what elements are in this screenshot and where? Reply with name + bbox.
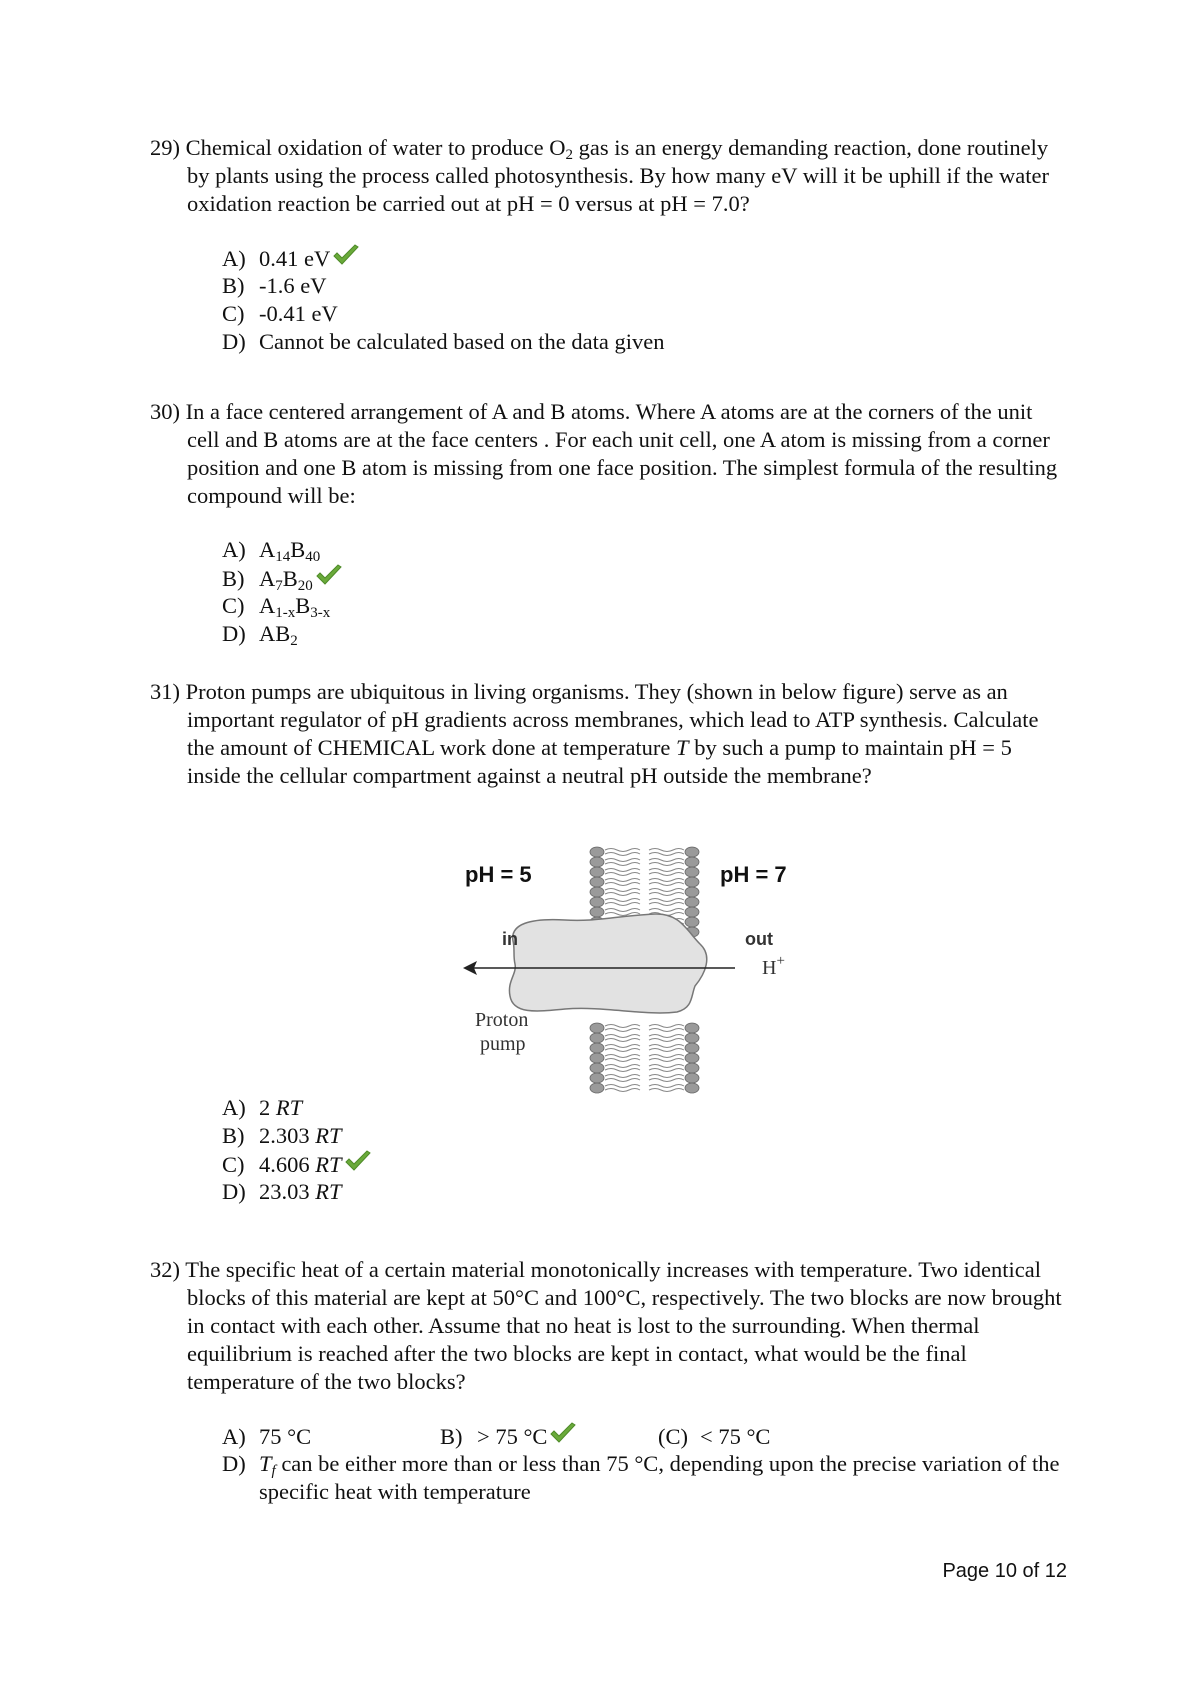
lipid-tail [649,1079,684,1082]
left-ph-label: pH = 5 [465,862,532,887]
lipid-tail [605,883,640,886]
lipid-head [685,857,699,867]
question-29 [150,134,1070,356]
option-b[interactable]: B) $A_7B_{20}$ [222,564,1070,592]
question-31-options [150,1094,1070,1206]
question-number: 30) [150,399,180,424]
lipid-head [590,847,604,857]
lipid-tail [649,1039,684,1042]
option-b[interactable]: B) > 75 °C [440,1422,658,1451]
lipid-head [685,867,699,877]
question-32-stem: 32) The specific heat of a certain material monotonically increases with temperature. Two identical blocks of this material are kept at 50°C and 100°C, respectively. The two blocks are now brought in contact with each other. Assume that no heat is lost to the surrounding. When thermal equilibrium is reached after the two blocks are kept in contact, what would be the final temperature of the two blocks? [150,1257,1062,1394]
question-30 [150,398,1070,648]
lipid-head [590,907,604,917]
lipid-tail [605,879,640,882]
option-b[interactable]: B) 2.303 RT [222,1123,342,1148]
out-label: out [745,929,773,949]
options-row [222,1422,1070,1450]
ion-label: H+ [762,953,785,979]
lipid-head [685,917,699,927]
correct-check-icon [344,1150,372,1172]
lipid-tail [605,849,640,852]
lipid-head [685,1023,699,1033]
options-list [150,244,1070,356]
lipid-tail [605,1069,640,1072]
lipid-tail [649,1055,684,1058]
correct-check-icon [549,1422,577,1444]
question-number: 29) [150,135,180,160]
lipid-tail [605,1025,640,1028]
lipid-head [590,1063,604,1073]
lipid-head [685,1033,699,1043]
lipid-tail [649,1065,684,1068]
lipid-tail [649,1069,684,1072]
option-d[interactable]: D) Cannot be calculated based on the data given [222,329,665,354]
option-a[interactable]: A) 75 °C [222,1424,312,1449]
lipid-head [590,1033,604,1043]
question-number: 31) [150,679,180,704]
lipid-head [590,897,604,907]
option-a[interactable]: A) 2 RT [222,1095,303,1120]
lipid-tail [649,873,684,876]
lipid-tail [605,1085,640,1088]
lipid-tail [649,1075,684,1078]
lipid-tail [605,863,640,866]
option-c[interactable]: (C) < 75 °C [658,1424,771,1449]
question-31 [150,678,1070,790]
lipid-tail [605,1039,640,1042]
lipid-tail [649,863,684,866]
lipid-head [590,1043,604,1053]
lipid-head [590,1053,604,1063]
lipid-head [590,887,604,897]
question-31-stem: 31) Proton pumps are ubiquitous in living organisms. They (shown in below figure) serve as an important regulator of pH gradients across membranes, which lead to ATP synthesis. Calculate the amount of CHEMICAL work done at temperature T by such a pump to maintain pH = 5 inside the cellular compartment against a neutral pH outside the membrane? [150,679,1039,788]
option-a[interactable]: A) $A_{14}B_{40}$ [222,537,321,565]
lipid-head [685,1063,699,1073]
lipid-head [685,1073,699,1083]
lipid-tail [605,1045,640,1048]
option-c[interactable]: C) -0.41 eV [222,301,338,326]
option-d[interactable]: D) 23.03 RT [222,1179,342,1204]
in-label: in [502,929,518,949]
correct-check-icon [315,564,343,586]
lipid-tail [649,893,684,896]
option-a[interactable]: A) 0.41 eV [222,244,1070,272]
lipid-tail [605,1089,640,1092]
lipid-head [590,857,604,867]
lipid-tail [605,1049,640,1052]
pump-label-line1: Proton [475,1009,529,1031]
lipid-tail [605,869,640,872]
option-c[interactable]: C) $A_{1-x}B_{3-x}$ [222,593,331,621]
lipid-tail [649,1059,684,1062]
lipid-tail [649,883,684,886]
proton-pump-shape [509,914,706,1013]
options-list [150,1094,1070,1206]
options-list [150,536,1070,648]
lipid-tail [605,1075,640,1078]
options-list [150,1422,1070,1506]
lipid-tail [605,909,640,912]
lipid-tail [605,853,640,856]
question-number: 32) [150,1257,180,1282]
pump-label-line2: pump [480,1033,526,1055]
lipid-tail [605,1029,640,1032]
option-c[interactable]: C) 4.606 RT [222,1150,1070,1178]
lipid-tail [605,1035,640,1038]
lipid-tail [649,1085,684,1088]
lipid-tail [649,853,684,856]
lipid-head [590,867,604,877]
lipid-tail [605,1059,640,1062]
lipid-head [685,847,699,857]
lipid-tail [649,899,684,902]
lipid-head [685,877,699,887]
lipid-tail [649,1089,684,1092]
lipid-tail [649,903,684,906]
proton-pump-figure [455,846,815,1096]
lipid-tail [605,899,640,902]
question-32 [150,1256,1070,1506]
lipid-tail [605,873,640,876]
lipid-head [590,1023,604,1033]
lipid-tail [605,903,640,906]
question-30-stem: 30) In a face centered arrangement of A and B atoms. Where A atoms are at the corners of the unit cell and B atoms are at the face centers . For each unit cell, one A atom is missing from a corner position and one B atom is missing from one face position. The simplest formula of the resulting compound will be: [150,399,1058,508]
option-d[interactable]: D) $T_f$ can be either more than or less than 75 °C, depending upon the precise variation of the specific heat with temperature [222,1451,1060,1504]
lipid-head [685,1083,699,1093]
lipid-tail [605,1065,640,1068]
proton-pump-diagram [455,846,815,1096]
option-b[interactable]: B) -1.6 eV [222,273,327,298]
right-ph-label: pH = 7 [720,862,787,887]
lipid-tail [649,859,684,862]
lipid-head [685,897,699,907]
lipid-tail [605,1079,640,1082]
lipid-head [590,877,604,887]
correct-check-icon [332,244,360,266]
lipid-tail [649,1025,684,1028]
lipid-tail [649,869,684,872]
lipid-tail [605,893,640,896]
page-number: Page 10 of 12 [942,1560,1067,1582]
lipid-tail [605,859,640,862]
lipid-tail [649,1029,684,1032]
lipid-tail [649,1035,684,1038]
lipid-tail [649,909,684,912]
lipid-head [590,1083,604,1093]
lipid-head [685,907,699,917]
lipid-head [685,1043,699,1053]
lipid-head [590,1073,604,1083]
option-d[interactable]: D) $AB_2$ [222,621,298,649]
lipid-tail [649,1049,684,1052]
lipid-tail [649,849,684,852]
lipid-tail [649,889,684,892]
lipid-tail [649,879,684,882]
lipid-tail [605,1055,640,1058]
lipid-head [685,1053,699,1063]
lipid-tail [649,1045,684,1048]
question-29-stem: 29) Chemical oxidation of water to produce $O_2$ gas is an energy demanding reaction, done routinely by plants using the process called photosynthesis. By how many eV will it be uphill if the water oxidation reaction be carried out at pH = 0 versus at pH = 7.0? [150,135,1049,216]
lipid-tail [605,889,640,892]
lipid-head [685,887,699,897]
